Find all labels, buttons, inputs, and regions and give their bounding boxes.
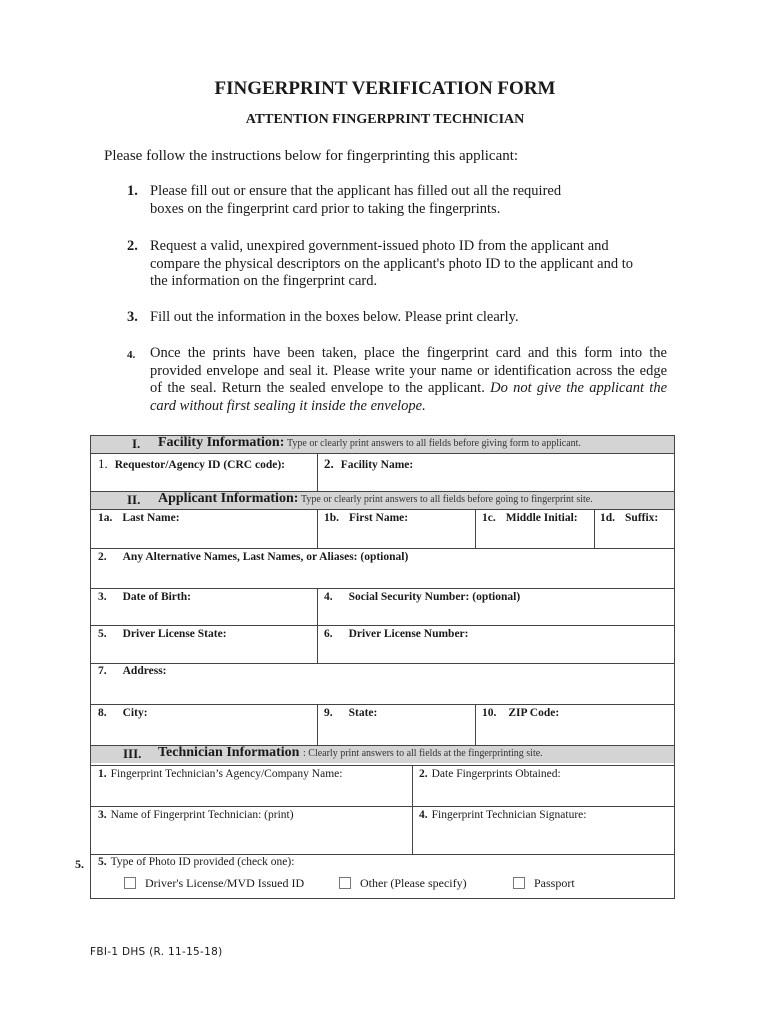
- section-title: Technician Information: [158, 745, 300, 760]
- address-field[interactable]: 7. Address:: [98, 665, 167, 677]
- driver-license-state-field[interactable]: 5. Driver License State:: [98, 628, 227, 640]
- section-note: : Clearly print answers to all fields at the fingerprinting site.: [303, 748, 543, 759]
- middle-initial-field[interactable]: 1c. Middle Initial:: [482, 512, 578, 524]
- ssn-field[interactable]: 4. Social Security Number: (optional): [324, 591, 521, 603]
- instruction-line: Fill out the information in the boxes below. Please print clearly.: [150, 309, 519, 325]
- technician-signature-field[interactable]: 4. Fingerprint Technician Signature:: [419, 809, 587, 821]
- section-title: Applicant Information:: [158, 491, 299, 506]
- photo-id-type-label: 5. Type of Photo ID provided (check one):: [98, 856, 295, 868]
- instruction-number: 3.: [127, 309, 138, 325]
- section-number: III.: [123, 746, 142, 761]
- passport-checkbox[interactable]: [513, 877, 525, 889]
- form-footer-code: FBI-1 DHS (R. 11-15-18): [90, 946, 223, 958]
- alternative-names-field[interactable]: 2. Any Alternative Names, Last Names, or Aliases: (optional): [98, 551, 409, 563]
- last-name-field[interactable]: 1a. Last Name:: [98, 512, 180, 524]
- form-subtitle: ATTENTION FINGERPRINT TECHNICIAN: [245, 112, 525, 127]
- section-number: I.: [132, 436, 141, 451]
- other-id-checkbox[interactable]: [339, 877, 351, 889]
- instruction-text: [150, 345, 667, 415]
- zip-code-field[interactable]: 10. ZIP Code:: [482, 707, 560, 719]
- instruction-line: Please fill out or ensure that the applicant has filled out all the required: [150, 183, 562, 199]
- section-note: Type or clearly print answers to all fields before giving form to applicant.: [287, 438, 581, 449]
- instruction-3: [127, 309, 667, 327]
- verification-form-table: [90, 435, 675, 899]
- section-title: Facility Information:: [158, 435, 285, 450]
- instruction-4: [127, 345, 667, 415]
- date-fingerprints-obtained-field[interactable]: 2. Date Fingerprints Obtained:: [419, 768, 561, 780]
- first-name-field[interactable]: 1b. First Name:: [324, 512, 409, 524]
- form-title: FINGERPRINT VERIFICATION FORM: [214, 78, 556, 99]
- section-applicant-header: [91, 492, 674, 509]
- section-number: II.: [127, 492, 141, 507]
- side-item-number: 5.: [75, 857, 84, 871]
- section-note: Type or clearly print answers to all fields before going to fingerprint site.: [301, 494, 593, 505]
- requestor-agency-id-field[interactable]: 1. Requestor/Agency ID (CRC code):: [98, 456, 285, 471]
- instruction-1: [127, 183, 667, 218]
- instruction-2: [127, 238, 667, 291]
- drivers-license-option-label: Driver's License/MVD Issued ID: [145, 876, 305, 890]
- instruction-line: Request a valid, unexpired government-issued photo ID from the applicant and: [150, 238, 609, 254]
- date-of-birth-field[interactable]: 3. Date of Birth:: [98, 591, 191, 603]
- state-field[interactable]: 9. State:: [324, 707, 378, 719]
- instruction-line: the information on the fingerprint card.: [150, 273, 378, 289]
- suffix-field[interactable]: 1d. Suffix:: [600, 512, 659, 524]
- instruction-number: 2.: [127, 238, 138, 254]
- instruction-number: 4.: [127, 349, 136, 361]
- intro-text: Please follow the instructions below for fingerprinting this applicant:: [104, 148, 519, 164]
- drivers-license-checkbox[interactable]: [124, 877, 136, 889]
- instruction-number: 1.: [127, 183, 138, 199]
- instruction-body: Once the prints have been taken, place the fingerprint card and this form into the provided envelope and seal it. Please write your name or identification across the edge of the seal. Return the sealed envelope to the applicant.: [150, 345, 667, 396]
- passport-option-label: Passport: [534, 876, 575, 890]
- other-id-option-label: Other (Please specify): [360, 876, 467, 890]
- instruction-line: compare the physical descriptors on the applicant's photo ID to the applicant and to: [150, 255, 633, 272]
- driver-license-number-field[interactable]: 6. Driver License Number:: [324, 628, 469, 640]
- instruction-line: boxes on the fingerprint card prior to taking the fingerprints.: [150, 200, 501, 217]
- facility-name-field[interactable]: 2. Facility Name:: [324, 456, 414, 471]
- section-technician-header: [91, 746, 674, 763]
- section-facility-header: [91, 436, 674, 453]
- technician-name-field[interactable]: 3. Name of Fingerprint Technician: (print): [98, 809, 294, 821]
- instruction-emphasis: Do not give the applicant the card without first sealing it inside the envelope.: [150, 380, 668, 414]
- technician-agency-field[interactable]: 1. Fingerprint Technician’s Agency/Company Name:: [98, 768, 343, 780]
- city-field[interactable]: 8. City:: [98, 707, 148, 719]
